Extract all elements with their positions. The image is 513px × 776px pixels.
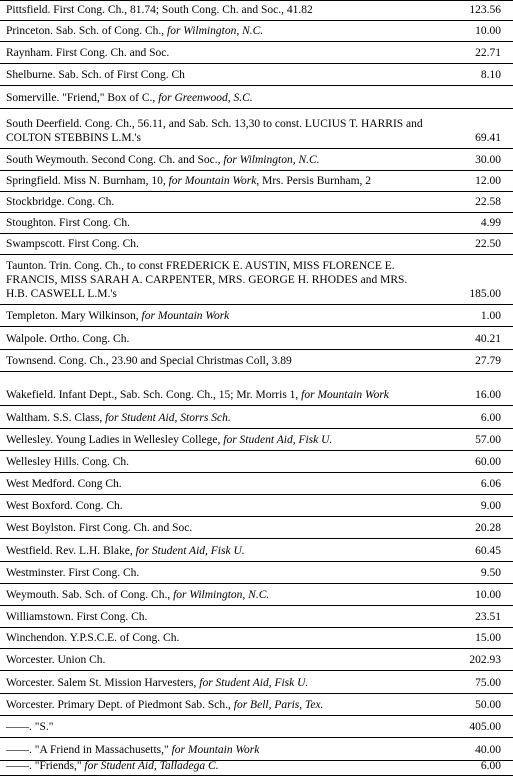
amount: 202.93 (469, 654, 501, 666)
designation-text: for Mountain Work (301, 389, 389, 401)
donation-row (0, 495, 513, 516)
designation-text: for Wilmington, N.C. (223, 154, 320, 166)
designation-text: for Student Aid, Storrs Sch. (105, 412, 231, 424)
donation-row (0, 761, 513, 776)
donor-text: Raynham. First Cong. Ch. and Soc. (6, 47, 170, 59)
amount: 10.00 (475, 25, 501, 37)
donor-text: Worcester. Primary Dept. of Piedmont Sab. Sch., (6, 699, 234, 711)
donor-text: South Deerfield. Cong. Ch., 56.11, and Sab. Sch. 13,30 to const. LUCIUS T. HARRIS and COLTON STEBBINS L.M.'s (6, 118, 423, 144)
donor-description (0, 3, 431, 20)
donor-description (0, 698, 431, 715)
designation-text: for Wilmington, N.C. (173, 589, 270, 601)
amount: 30.00 (475, 154, 501, 166)
donor-text-continued: , Mrs. Persis Burnham, 2 (256, 175, 372, 187)
donation-row (0, 213, 513, 233)
amount: 60.45 (475, 545, 501, 557)
donor-text: Pittsfield. First Cong. Ch., 81.74; South Cong. Ch. and Soc., 41.82 (6, 4, 313, 16)
donation-row (0, 149, 513, 170)
donor-description (0, 195, 431, 212)
donor-text: Springfield. Miss N. Burnham, 10, (6, 175, 169, 187)
designation-text: for Student Aid, Fisk U. (135, 545, 245, 557)
amount: 16.00 (475, 389, 501, 401)
donor-text: West Boylston. First Cong. Ch. and Soc. (6, 522, 193, 534)
designation-text: for Greenwood, S.C. (158, 92, 253, 104)
donor-description (0, 411, 431, 428)
donation-row (0, 716, 513, 737)
amount: 6.00 (480, 412, 501, 424)
donation-row (0, 584, 513, 605)
donation-row (0, 473, 513, 494)
donor-text: Westfield. Rev. L.H. Blake, (6, 545, 136, 557)
donor-description (0, 354, 431, 371)
amount (431, 105, 513, 108)
designation-text: for Wilmington, N.C. (167, 25, 264, 37)
designation-text: for Student Aid, Talladega C. (84, 760, 219, 772)
donation-row (0, 451, 513, 472)
donor-description (0, 759, 431, 776)
designation-text: for Mountain Work (171, 744, 260, 756)
amount: 69.41 (475, 132, 501, 144)
donor-description (0, 566, 431, 583)
donor-text: West Medford. Cong Ch. (6, 478, 122, 490)
donor-text: Templeton. Mary Wilkinson, (6, 310, 142, 322)
amount: 9.00 (480, 500, 501, 512)
donation-row (0, 372, 513, 405)
donor-description (0, 455, 431, 472)
donation-row (0, 1, 513, 20)
donor-text: ——. "A Friend in Massachusetts," (6, 744, 172, 756)
donor-text: Wakefield. Infant Dept., Sab. Sch. Cong. Ch., 15; Mr. Morris 1, (6, 389, 302, 401)
donation-row (0, 649, 513, 670)
donor-text: Worcester. Salem St. Mission Harvesters, (6, 677, 200, 689)
amount: 6.00 (480, 760, 501, 772)
donation-row (0, 517, 513, 538)
donor-text: Shelburne. Sab. Sch. of First Cong. Ch (6, 69, 185, 81)
amount: 60.00 (475, 456, 501, 468)
donor-text: Wellesley Hills. Cong. Ch. (6, 456, 130, 468)
amount: 40.21 (475, 333, 501, 345)
amount: 1.00 (480, 310, 501, 322)
donor-text: Wellesley. Young Ladies in Wellesley College, (6, 434, 224, 446)
amount: 75.00 (475, 677, 501, 689)
donor-text: Winchendon. Y.P.S.C.E. of Cong. Ch. (6, 632, 180, 644)
donor-text: South Weymouth. Second Cong. Ch. and Soc., (6, 154, 224, 166)
donation-row (0, 606, 513, 627)
donor-description (0, 544, 431, 561)
donation-row (0, 42, 513, 63)
donation-row (0, 86, 513, 108)
donor-text: Stoughton. First Cong. Ch. (6, 217, 130, 229)
donor-description (0, 332, 431, 349)
donor-description (0, 477, 431, 494)
donor-description (0, 610, 431, 627)
amount: 6.06 (480, 478, 501, 490)
amount: 10.00 (475, 589, 501, 601)
amount: 40.00 (475, 744, 501, 756)
donor-text: Taunton. Trin. Cong. Ch., to const FREDERICK E. AUSTIN, MISS FLORENCE E. FRANCIS, MISS SARAH A. CARPENTER, MRS. GEORGE H. RHODES and MRS. H.B. CASWELL L.M.'s (6, 260, 408, 300)
amount: 23.51 (475, 611, 501, 623)
donor-description (0, 174, 431, 191)
amount: 8.10 (480, 69, 501, 81)
designation-text: for Student Aid, Fisk U. (223, 434, 333, 446)
designation-text: for Student Aid, Fisk U. (199, 677, 309, 689)
donor-text: Stockbridge. Cong. Ch. (6, 196, 115, 208)
donor-text: Swampscott. First Cong. Ch. (6, 238, 139, 250)
donor-description (0, 216, 431, 233)
donation-row (0, 255, 513, 304)
designation-text: for Bell, Paris, Tex. (233, 699, 324, 711)
donor-description (0, 117, 431, 148)
amount: 405.00 (469, 721, 501, 733)
donation-row (0, 671, 513, 693)
donation-row (0, 234, 513, 254)
designation-text: for Mountain Work (168, 175, 257, 187)
donation-row (0, 109, 513, 148)
donation-row (0, 305, 513, 326)
donor-text: Williamstown. First Cong. Ch. (6, 611, 148, 623)
donor-description (0, 153, 431, 170)
donation-row (0, 64, 513, 85)
donation-row (0, 192, 513, 212)
donor-text: West Boxford. Cong. Ch. (6, 500, 123, 512)
donation-row (0, 21, 513, 41)
donor-text: Westminster. First Cong. Ch. (6, 567, 140, 579)
donor-description (0, 676, 431, 693)
donor-description (0, 433, 431, 450)
amount: 9.50 (480, 567, 501, 579)
amount: 15.00 (475, 632, 501, 644)
donation-row (0, 738, 513, 760)
donor-description (0, 237, 431, 254)
donor-description (0, 46, 431, 63)
donation-row (0, 539, 513, 561)
donor-text: ——. "Friends," (6, 760, 85, 772)
amount: 123.56 (469, 4, 501, 16)
amount: 22.71 (475, 47, 501, 59)
donation-row (0, 562, 513, 583)
donation-row (0, 350, 513, 371)
donor-text: Somerville. "Friend," Box of C., (6, 92, 159, 104)
amount: 20.28 (475, 522, 501, 534)
donor-description (0, 743, 431, 760)
donation-row (0, 327, 513, 349)
amount: 22.50 (475, 238, 501, 250)
donor-description (0, 499, 431, 516)
donor-text: Walpole. Ortho. Cong. Ch. (6, 333, 130, 345)
donor-description (0, 653, 431, 670)
donor-description (0, 588, 431, 605)
donor-description (0, 309, 431, 326)
donor-text: Princeton. Sab. Sch. of Cong. Ch., (6, 25, 167, 37)
donor-description (0, 631, 431, 648)
amount: 12.00 (475, 175, 501, 187)
donation-row (0, 171, 513, 191)
donor-description (0, 91, 431, 108)
donor-description (0, 521, 431, 538)
amount: 57.00 (475, 434, 501, 446)
donor-text: ——. "S." (6, 721, 54, 733)
donor-text: Waltham. S.S. Class, (6, 412, 106, 424)
donor-text: Townsend. Cong. Ch., 23.90 and Special Christmas Coll, 3.89 (6, 355, 292, 367)
donation-row (0, 628, 513, 648)
amount: 22.58 (475, 196, 501, 208)
designation-text: for Mountain Work (141, 310, 230, 322)
donor-text: Worcester. Union Ch. (6, 654, 106, 666)
amount: 27.79 (475, 355, 501, 367)
donor-description (0, 24, 431, 41)
donation-row (0, 429, 513, 450)
donor-description (0, 388, 431, 405)
donor-description (0, 259, 431, 304)
donor-description (0, 68, 431, 85)
donor-description (0, 720, 431, 737)
donor-text: Weymouth. Sab. Sch. of Cong. Ch., (6, 589, 174, 601)
donation-row (0, 694, 513, 715)
amount: 185.00 (469, 288, 501, 300)
amount: 4.99 (480, 217, 501, 229)
amount: 50.00 (475, 699, 501, 711)
donation-row (0, 406, 513, 428)
